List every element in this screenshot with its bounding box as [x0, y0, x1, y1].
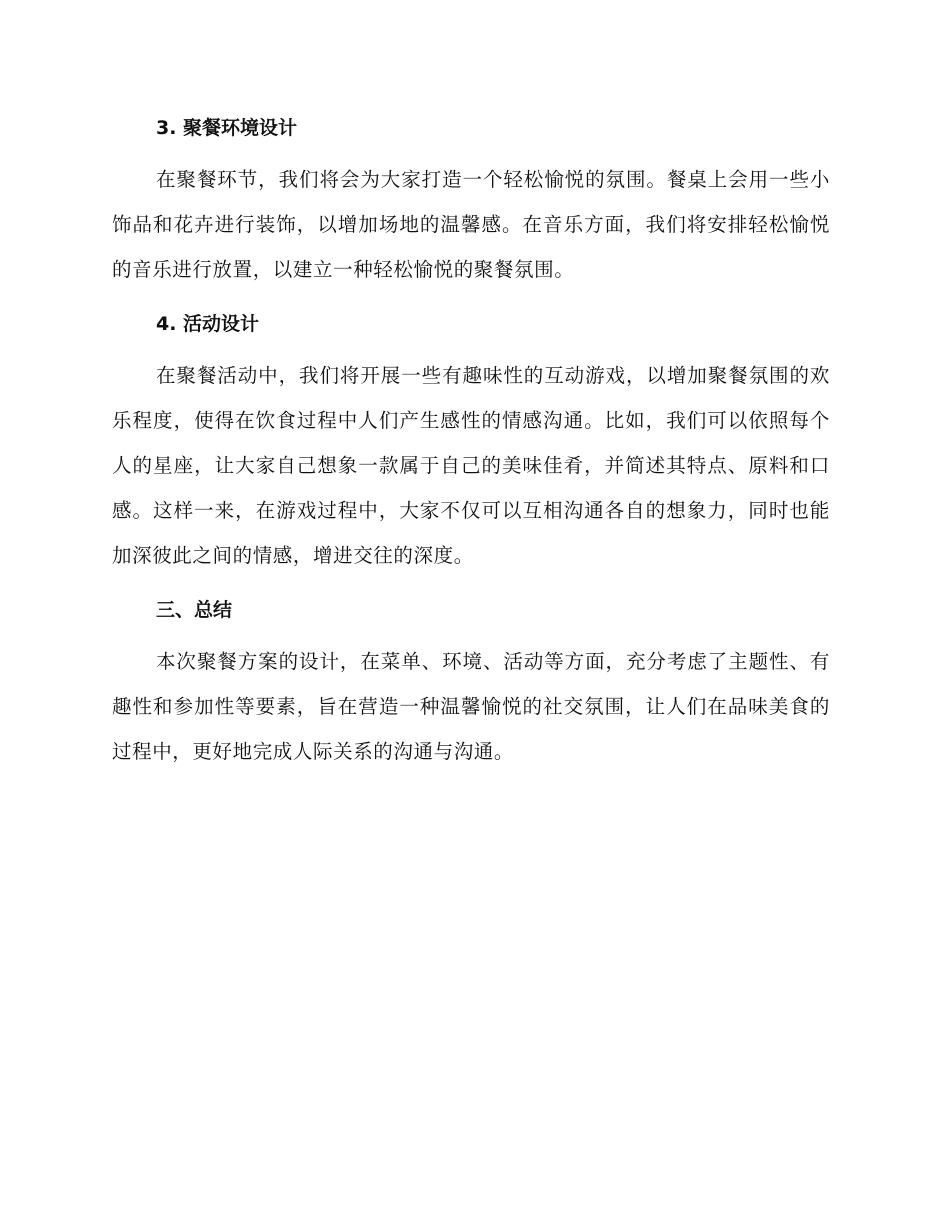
section-paragraph-environment: 在聚餐环节，我们将会为大家打造一个轻松愉悦的氛围。餐桌上会用一些小饰品和花卉进行装饰，以增加场地的温馨感。在音乐方面，我们将安排轻松愉悦的音乐进行放置，以建立一种轻松愉悦的聚餐氛围。	[112, 168, 830, 281]
section-heading-activity: 4. 活动设计	[156, 313, 260, 335]
section-heading-summary: 三、总结	[156, 599, 233, 621]
document-body	[112, 112, 830, 774]
section-paragraph-summary: 本次聚餐方案的设计，在菜单、环境、活动等方面，充分考虑了主题性、有趣性和参加性等要素，旨在营造一种温馨愉悦的社交氛围，让人们在品味美食的过程中，更好地完成人际关系的沟通与沟通。	[112, 650, 830, 763]
section-heading-environment: 3. 聚餐环境设计	[156, 117, 298, 139]
section-paragraph-activity: 在聚餐活动中，我们将开展一些有趣味性的互动游戏，以增加聚餐氛围的欢乐程度，使得在饮食过程中人们产生感性的情感沟通。比如，我们可以依照每个人的星座，让大家自己想象一款属于自己的美味佳肴，并简述其特点、原料和口感。这样一来，在游戏过程中，大家不仅可以互相沟通各自的想象力，同时也能加深彼此之间的情感，增进交往的深度。	[112, 364, 830, 567]
